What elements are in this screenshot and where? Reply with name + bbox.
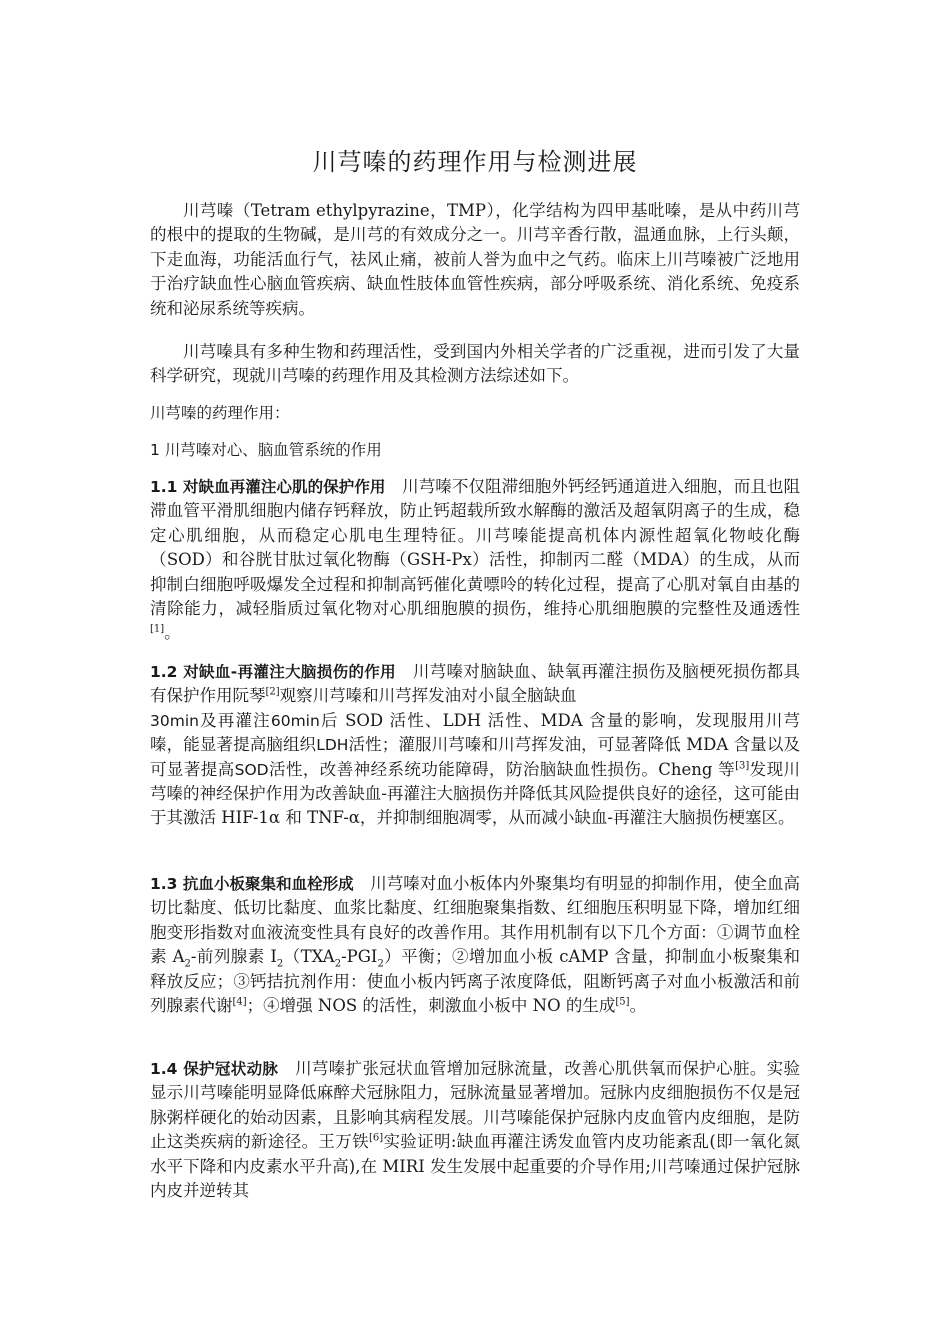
subsection-1-3-heading: 1.3 抗血小板聚集和血栓形成 (150, 875, 354, 893)
subsection-1-1-end: 。 (164, 623, 181, 643)
subsection-1-3-text: 川芎嗪对血小板体内外聚集均有明显的抑制作用，使全血高切比黏度、低切比黏度、血浆比黏度、红细胞聚集指数、红细胞压积明显下降，增加红细胞变形指数对血液流变性具有良好的改善作用。其作用机制有以下几个方面：①调节血栓素 A (150, 874, 801, 967)
subsection-1-4-text: 川芎嗪扩张冠状血管增加冠脉流量，改善心肌供氧而保护心脏。实验显示川芎嗪能明显降低麻醉犬冠脉阻力，冠脉流量显著增加。冠脉内皮细胞损伤不仅是冠脉粥样硬化的始动因素，且影响其病程发展。川芎嗪能保护冠脉内皮血管内皮细胞，是防止这类疾病的新途径。王万铁 (150, 1059, 801, 1152)
citation-6: [6] (368, 1132, 384, 1144)
subscript: 2 (334, 958, 342, 970)
subsection-1-2-text: 发现川芎嗪的神经保护作用为改善缺血-再灌注大脑损伤并降低其风险提供良好的途径，这可能由于其激活 HIF-1α 和 TNF-α，并抑制细胞凋零，从而减小缺血-再灌注大脑损伤梗塞区。 (150, 759, 801, 828)
citation-5: [5] (615, 996, 630, 1008)
subsection-1-2-text: 后 SOD 活性、LDH 活性、MDA 含量的影响，发现服用川芎嗪，能显著提高脑组织 (150, 710, 801, 755)
subsection-1-2-text: 30min (150, 711, 199, 730)
subsection-1-3-text: 。 (629, 996, 647, 1016)
subsection-1-2-text: 川芎嗪对脑缺血、缺氧再灌注损伤及脑梗死损伤都具有保护作用阮琴 (150, 662, 801, 706)
subsection-1-1-text: 川芎嗪不仅阻滞细胞外钙经钙通道进入细胞，而且也阻滞血管平滑肌细胞内储存钙释放，防止钙超载所致水解酶的激活及超氧阴离子的生成，稳定心肌细胞，从而稳定心肌电生理特征。川芎嗪能提高机体内源性超氧化物岐化酶（SOD）和谷胱甘肽过氧化物酶（GSH-Px）活性，抑制丙二醛（MDA）的生成，从而抑制白细胞呼吸爆发全过程和抑制高钙催化黄嘌呤的转化过程，提高了心肌对氧自由基的清除能力，减轻脂质过氧化物对心肌细胞膜的损伤，维持心肌细胞膜的完整性及通透性 (150, 477, 801, 619)
subscript: 2 (276, 958, 284, 970)
subscript: 2 (184, 958, 191, 970)
subsection-1-3 (150, 872, 800, 1018)
subsection-1-3-text: （TXA (283, 947, 335, 967)
subscript: 2 (377, 958, 384, 970)
citation-3: [3] (735, 760, 750, 772)
section-heading-cardio: 1 川芎嗪对心、脑血管系统的作用 (150, 441, 382, 459)
subsection-1-3-text: ；④增强 NOS 的活性，刺激血小板中 NO 的生成 (246, 996, 616, 1016)
subsection-1-1 (150, 475, 800, 646)
citation-4: [4] (232, 996, 247, 1008)
subsection-1-3-text: -PGI (341, 947, 378, 967)
subsection-1-2-text: LDH (316, 736, 349, 755)
subsection-1-3-text: ）平衡；②增加血小板 cAMP 含量，抑制血小板聚集和释放反应；③钙拮抗剂作用：使血小板内钙离子浓度降低，阻断钙离子对血小板激活和前列腺素代谢 (150, 947, 800, 1016)
summary-paragraph: 川芎嗪具有多种生物和药理活性，受到国内外相关学者的广泛重视，进而引发了大量科学研究，现就川芎嗪的药理作用及其检测方法综述如下。 (150, 342, 800, 386)
subsection-1-2-text: 及再灌注 (198, 710, 271, 730)
subsection-1-4-text: 实验证明:缺血再灌注诱发血管内皮功能紊乱(即一氧化氮水平下降和内皮素水平升高),在 MIRI 发生发展中起重要的介导作用;川芎嗪通过保护冠脉内皮并逆转其 (150, 1132, 801, 1201)
subsection-1-4 (150, 1057, 800, 1203)
intro-paragraph: 川芎嗪（Tetram ethylpyrazine，TMP），化学结构为四甲基吡嗪，是从中药川芎的根中的提取的生物碱，是川芎的有效成分之一。川芎辛香行散，温通血脉，上行头颠，下走血海，功能活血行气，祛风止痛，被前人誉为血中之气药。临床上川芎嗪被广泛地用于治疗缺血性心脑血管疾病、缺血性肢体血管性疾病，部分呼吸系统、消化系统、免疫系统和泌尿系统等疾病。 (150, 201, 800, 318)
subsection-1-1-heading: 1.1 对缺血再灌注心肌的保护作用 (150, 478, 386, 496)
subsection-1-2-text: 观察川芎嗪和川芎挥发油对小鼠全脑缺血 (279, 686, 577, 706)
citation-1: [1] (150, 623, 165, 635)
subsection-1-2-text: 活性，改善神经系统功能障碍，防治脑缺血性损伤。Cheng 等 (268, 759, 736, 779)
subsection-1-4-heading: 1.4 保护冠状动脉 (150, 1060, 279, 1078)
subsection-1-2-text: 活性；灌服川芎嗪和川芎挥发油，可显著降低 MDA 含量以及可显著提高 (150, 735, 801, 779)
subsection-1-2-heading: 1.2 对缺血-再灌注大脑损伤的作用 (150, 663, 396, 681)
subsection-1-2-text: SOD (234, 760, 269, 779)
page-title: 川芎嗪的药理作用与检测进展 (312, 148, 638, 176)
citation-2: [2] (265, 686, 280, 698)
subsection-1-2-text: 60min (270, 711, 320, 730)
subsection-1-3-text: -前列腺素 I (190, 947, 277, 967)
section-heading-pharmacology: 川芎嗪的药理作用： (150, 404, 290, 422)
subsection-1-2 (150, 660, 800, 831)
